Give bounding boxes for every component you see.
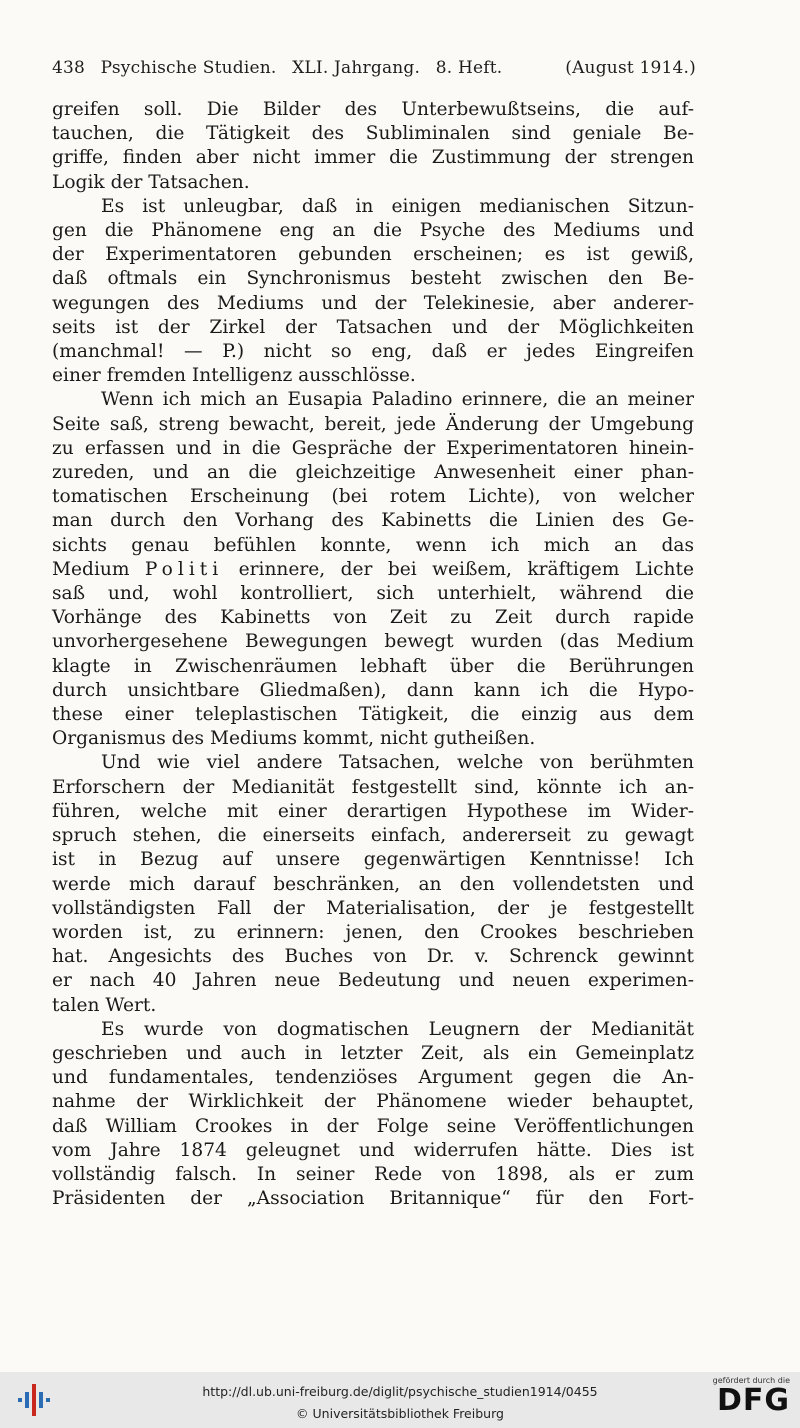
medium-line-rest: erinnere, der bei weißem, kräftigem Lichte bbox=[238, 558, 694, 580]
medium-word: Medium bbox=[52, 558, 130, 580]
dfg-caption: gefördert durch die bbox=[712, 1376, 790, 1385]
paragraph-line: der Experimentatoren gebunden erscheinen; es ist gewiß, bbox=[52, 244, 694, 266]
paragraph-line: wegungen des Mediums und der Telekinesie, aber anderer- bbox=[52, 292, 694, 314]
paragraph-line: zu erfassen und in die Gespräche der Experimentatoren hinein- bbox=[52, 437, 694, 459]
paragraph-line: saß und, wohl kontrolliert, sich unterhielt, während die bbox=[52, 583, 694, 605]
paragraph-line: tomatischen Erscheinung (bei rotem Lichte), von welcher bbox=[52, 486, 694, 508]
paragraph-line: Logik der Tatsachen. bbox=[52, 171, 250, 193]
paragraph-line: (manchmal! — P.) nicht so eng, daß er jedes Eingreifen bbox=[52, 341, 694, 363]
paragraph-line: und fundamentales, tendenziöses Argument gegen die An- bbox=[52, 1067, 694, 1089]
body-text bbox=[52, 98, 694, 1211]
paragraph-line: nahme der Wirklichkeit der Phänomene wieder behauptet, bbox=[52, 1091, 694, 1113]
paragraph-line: hat. Angesichts des Buches von Dr. v. Schrenck gewinnt bbox=[52, 946, 694, 968]
paragraph-line: Es wurde von dogmatischen Leugnern der Medianität bbox=[101, 1018, 694, 1040]
paragraph-line: Und wie viel andere Tatsachen, welche von berühmten bbox=[101, 752, 694, 774]
paragraph-line: Es ist unleugbar, daß in einigen medianischen Sitzun- bbox=[101, 195, 694, 217]
paragraph-line: geschrieben und auch in letzter Zeit, als ein Gemeinplatz bbox=[52, 1042, 694, 1064]
paragraph-line: führen, welche mit einer derartigen Hypothese im Wider- bbox=[52, 800, 694, 822]
paragraph-line: vollständig falsch. In seiner Rede von 1898, als er zum bbox=[52, 1163, 694, 1185]
paragraph-line: vom Jahre 1874 geleugnet und widerrufen hätte. Dies ist bbox=[52, 1139, 694, 1161]
volume: XLI. Jahrgang. bbox=[292, 58, 421, 78]
paragraph-line: Organismus des Mediums kommt, nicht gutheißen. bbox=[52, 728, 536, 750]
viewer-footer bbox=[0, 1372, 800, 1428]
paragraph-line: er nach 40 Jahren neue Bedeutung und neuen experimen- bbox=[52, 970, 694, 992]
running-header bbox=[52, 58, 696, 78]
medium-name-spaced: Politi bbox=[144, 558, 224, 580]
paragraph-line: griffe, finden aber nicht immer die Zustimmung der strengen bbox=[52, 147, 694, 169]
paragraph-line: ist in Bezug auf unsere gegenwärtigen Kenntnisse! Ich bbox=[52, 849, 694, 871]
paragraph-line: tauchen, die Tätigkeit des Subliminalen sind geniale Be- bbox=[52, 123, 694, 145]
paragraph-line: durch unsichtbare Gliedmaßen), dann kann ich die Hypo- bbox=[52, 679, 694, 701]
paragraph-line: Präsidenten der „Association Britannique“ für den Fort- bbox=[52, 1188, 694, 1210]
journal-title: Psychische Studien. bbox=[100, 58, 277, 78]
paragraph-line: klagte in Zwischenräumen lebhaft über die Berührungen bbox=[52, 655, 694, 677]
paragraph-line: Wenn ich mich an Eusapia Paladino erinnere, die an meiner bbox=[101, 389, 694, 411]
paragraph-line: Erforschern der Medianität festgestellt sind, könnte ich an- bbox=[52, 776, 694, 798]
document-url[interactable]: http://dl.ub.uni-freiburg.de/diglit/psychische_studien1914/0455 bbox=[202, 1384, 598, 1399]
paragraph-line: unvorhergesehene Bewegungen bewegt wurden (das Medium bbox=[52, 631, 694, 653]
paragraph-line bbox=[52, 558, 694, 582]
paragraph-line: worden ist, zu erinnern: jenen, den Crookes beschrieben bbox=[52, 921, 694, 943]
paragraph-line: seits ist der Zirkel der Tatsachen und der Möglichkeiten bbox=[52, 316, 694, 338]
copyright-notice: © Universitätsbibliothek Freiburg bbox=[296, 1406, 504, 1421]
paragraph-line: daß William Crookes in der Folge seine Veröffentlichungen bbox=[52, 1115, 694, 1137]
paragraph-line: Vorhänge des Kabinetts von Zeit zu Zeit durch rapide bbox=[52, 607, 694, 629]
dfg-wordmark: DFG bbox=[716, 1383, 790, 1418]
paragraph-line: Seite saß, streng bewacht, bereit, jede Änderung der Umgebung bbox=[52, 413, 694, 435]
paragraph-line: man durch den Vorhang des Kabinetts die Linien des Ge- bbox=[52, 510, 694, 532]
issue-date: (August 1914.) bbox=[565, 58, 696, 78]
paragraph-line: daß oftmals ein Synchronismus besteht zwischen den Be- bbox=[52, 268, 694, 290]
page-number: 438 bbox=[52, 58, 86, 78]
paragraph-line: einer fremden Intelligenz ausschlösse. bbox=[52, 365, 416, 387]
paragraph-line: sichts genau befühlen konnte, wenn ich mich an das bbox=[52, 534, 694, 556]
paragraph-line: vollständigsten Fall der Materialisation, der je festgestellt bbox=[52, 897, 694, 919]
paragraph-line: werde mich darauf beschränken, an den vollendetsten und bbox=[52, 873, 694, 895]
paragraph-line: these einer teleplastischen Tätigkeit, die einzig aus dem bbox=[52, 704, 694, 726]
paragraph-line: zureden, und an die gleichzeitige Anwesenheit einer phan- bbox=[52, 462, 694, 484]
paragraph-line: spruch stehen, die einerseits einfach, andererseit zu gewagt bbox=[52, 825, 694, 847]
paragraph-line: talen Wert. bbox=[52, 994, 157, 1016]
dfg-logo bbox=[704, 1376, 790, 1424]
issue: 8. Heft. bbox=[435, 58, 503, 78]
paragraph-line: greifen soll. Die Bilder des Unterbewußtseins, die auf- bbox=[52, 99, 694, 120]
paragraph-line: gen die Phänomene eng an die Psyche des Mediums und bbox=[52, 220, 694, 242]
